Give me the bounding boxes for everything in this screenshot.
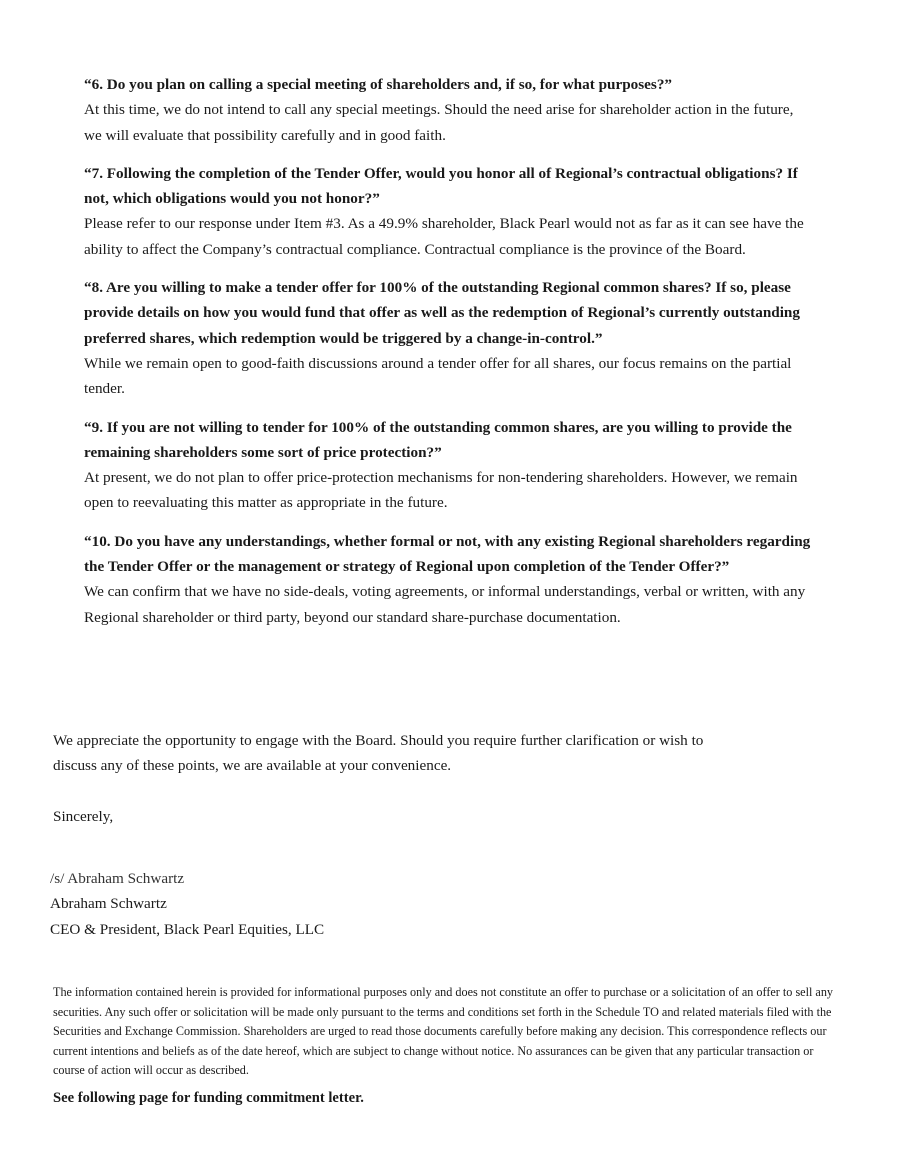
- answer-7: Please refer to our response under Item #3. As a 49.9% shareholder, Black Pearl would not as far as it can see have the ability to affect the Company’s contractual compliance. Contractual compliance is the province of the Board.: [84, 215, 804, 258]
- closing-paragraph: We appreciate the opportunity to engage with the Board. Should you require further clarification or wish to discuss any of these points, we are available at your convenience.: [53, 732, 704, 775]
- question-10: “10. Do you have any understandings, whether formal or not, with any existing Regional shareholders regarding the Tender Offer or the management or strategy of Regional upon completion of the Tender Offer?”: [84, 532, 811, 576]
- question-9: “9. If you are not willing to tender for 100% of the outstanding common shares, are you willing to provide the remaining shareholders some sort of price protection?”: [84, 418, 792, 461]
- signature-line: /s/ Abraham Schwartz: [50, 870, 185, 887]
- answer-10: We can confirm that we have no side-deals, voting agreements, or informal understandings, verbal or written, with any Regional shareholder or third party, beyond our standard share-purchase documentation.: [84, 583, 806, 626]
- sign-off: Sincerely,: [53, 808, 114, 825]
- qa-item-6: [84, 72, 814, 148]
- qa-item-7: [84, 161, 814, 262]
- answer-8: While we remain open to good-faith discussions around a tender offer for all shares, our focus remains on the partial tender.: [84, 354, 792, 398]
- qa-list: [84, 72, 814, 643]
- question-6: “6. Do you plan on calling a special meeting of shareholders and, if so, for what purposes?”: [84, 76, 673, 93]
- signature-block: [50, 866, 324, 942]
- legal-disclaimer: The information contained herein is provided for informational purposes only and does not constitute an offer to purchase or a solicitation of an offer to sell any securities. Any such offer or solicitation will be made only pursuant to the terms and conditions set forth in the Schedule TO and related materials filed with the Securities and Exchange Commission. Shareholders are urged to read those documents carefully before making any decision. This correspondence reflects our current intentions and beliefs as of the date hereof, which are subject to change without notice. No assurances can be given that any particular transaction or course of action will occur as described.: [53, 985, 834, 1077]
- qa-item-8: [84, 275, 814, 401]
- question-7: “7. Following the completion of the Tender Offer, would you honor all of Regional’s contractual obligations? If not, which obligations would you not honor?”: [84, 164, 798, 208]
- answer-6: At this time, we do not intend to call any special meetings. Should the need arise for shareholder action in the future, we will evaluate that possibility carefully and in good faith.: [84, 101, 794, 144]
- answer-9: At present, we do not plan to offer price-protection mechanisms for non-tendering shareholders. However, we remain open to reevaluating this matter as appropriate in the future.: [84, 469, 798, 512]
- signer-title: CEO & President, Black Pearl Equities, LLC: [50, 920, 325, 938]
- qa-item-10: [84, 529, 814, 630]
- qa-item-9: [84, 415, 814, 516]
- signer-name: Abraham Schwartz: [50, 895, 167, 913]
- funding-commitment-note: See following page for funding commitment letter.: [53, 1090, 364, 1106]
- question-8: “8. Are you willing to make a tender offer for 100% of the outstanding Regional common shares? If so, please provide details on how you would fund that offer as well as the redemption of Regional’s currently outstanding preferred shares, which redemption would be triggered by a change-in-control.”: [84, 279, 800, 347]
